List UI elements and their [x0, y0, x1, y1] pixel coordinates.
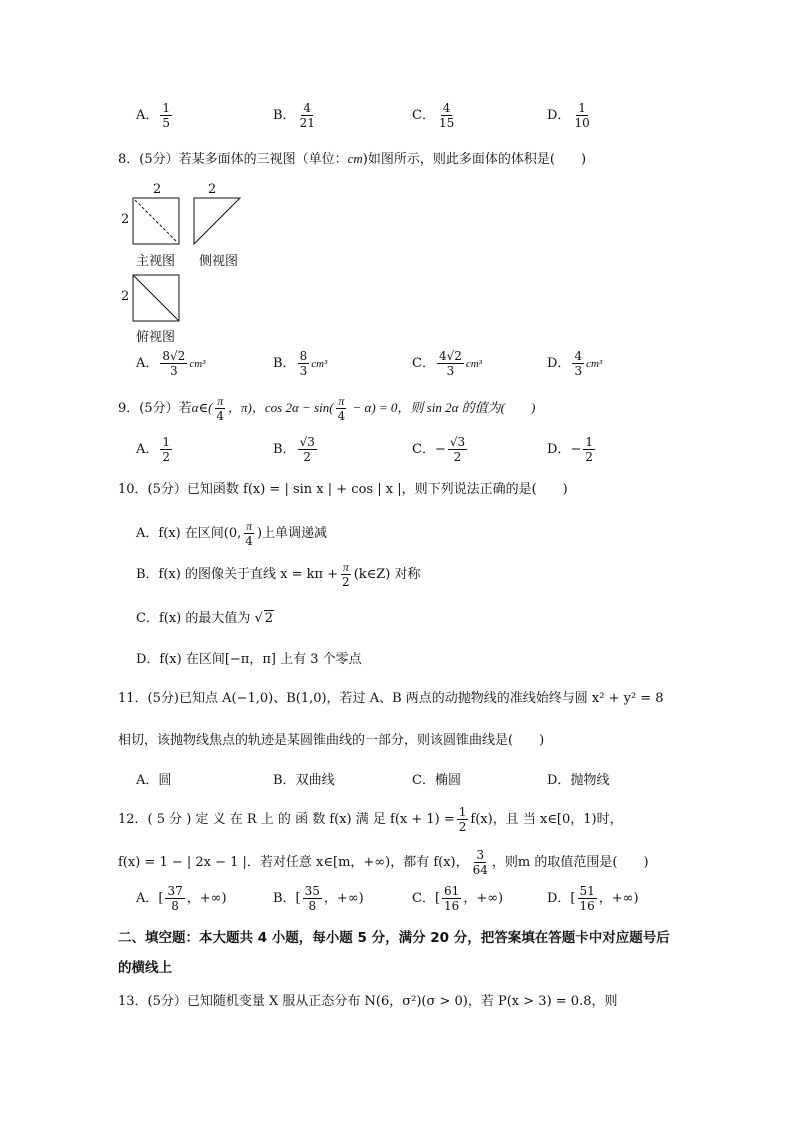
option-label: B．: [273, 442, 296, 457]
numerator: 4: [574, 349, 583, 363]
denominator: 3: [170, 364, 178, 378]
sign: −: [570, 442, 582, 457]
option-text: ，+∞): [186, 891, 227, 906]
section-heading-line1: 二、填空题：本大题共 4 小题，每小题 5 分，满分 20 分，把答案填在答题卡中对应题号后: [118, 930, 670, 946]
option-text: 椭圆: [434, 773, 461, 788]
fraction: [572, 350, 584, 377]
fraction: [160, 350, 187, 377]
option-label: D．: [547, 356, 571, 371]
option-text: B．f(x) 的图像关于直线 x = kπ +: [136, 567, 339, 582]
option-text: (k∈Z) 对称: [353, 567, 421, 582]
option-label: C．[: [412, 891, 441, 906]
fraction: [437, 102, 456, 129]
q9-option-d: [547, 436, 597, 463]
q7-option-a: [136, 102, 174, 129]
numerator: 1: [162, 435, 171, 449]
math-text: ，π)，cos 2α − sin(: [228, 400, 334, 415]
option-label: C．: [412, 356, 435, 371]
numerator: 8√2: [162, 349, 186, 363]
option-label: A．: [136, 108, 159, 123]
option-text: ，+∞): [323, 891, 364, 906]
numerator: 1: [578, 101, 586, 115]
top-view-height-label: 2: [121, 289, 130, 304]
q9-stem: [118, 395, 535, 422]
q12-option-b: [273, 885, 364, 912]
numerator: 8: [299, 349, 308, 363]
option-text: 抛物线: [570, 773, 610, 788]
option-label: D．[: [547, 891, 576, 906]
side-view-width-label: 2: [208, 182, 217, 197]
numerator: π: [342, 560, 349, 574]
numerator: 4: [303, 101, 312, 115]
q11-option-c: [412, 769, 461, 788]
fraction: [340, 561, 352, 588]
q10-stem: 10．(5分）已知函数 f(x) = | sin x | + cos | x |，则下列说法正确的是( ): [118, 482, 568, 497]
top-view-diagram: [132, 274, 182, 324]
stem-text: 12．( 5 分 ) 定 义 在 R 上 的 函 数 f(x) 满 足 f(x + 1) =: [118, 812, 455, 827]
option-label: B．: [273, 356, 296, 371]
q11-option-a: [136, 769, 171, 788]
option-label: D．: [547, 108, 571, 123]
numerator: π: [246, 519, 253, 533]
q8-option-b: [273, 350, 327, 377]
denominator: 2: [585, 450, 593, 464]
denominator: 2: [342, 575, 350, 589]
option-text: ，+∞): [463, 891, 504, 906]
denominator: 8: [308, 899, 317, 913]
fraction: [437, 350, 464, 377]
unit-text: cm³: [311, 358, 328, 370]
unit-text: cm³: [586, 358, 603, 370]
stem-text: f(x)，且 当 x∈[0，1)时，: [470, 812, 623, 827]
option-label: B．[: [273, 891, 301, 906]
option-text: A．f(x) 在区间(0,: [136, 526, 242, 541]
q8-option-d: [547, 350, 602, 377]
denominator: 2: [303, 450, 312, 464]
denominator: 21: [299, 116, 315, 130]
fraction: [583, 436, 595, 463]
fraction: [336, 395, 348, 422]
front-view-caption: 主视图: [136, 254, 176, 269]
denominator: 16: [579, 899, 595, 913]
q12-option-c: [412, 885, 503, 912]
option-label: C．: [412, 108, 435, 123]
fraction: [572, 102, 591, 129]
fraction: [578, 885, 597, 912]
fraction: [471, 849, 490, 876]
q13-stem: 13．(5分）已知随机变量 X 服从正态分布 N(6，σ²)(σ > 0)，若 P(x > 3) = 0.8，则: [118, 994, 618, 1009]
sqrt-value: 2: [264, 611, 274, 626]
option-text: )上单调递减: [256, 526, 328, 541]
fraction: [303, 885, 322, 912]
fraction: [448, 436, 467, 463]
math-text: α∈(: [191, 400, 213, 415]
fraction: [298, 350, 310, 377]
option-label: A．: [136, 773, 159, 788]
option-text: 双曲线: [295, 773, 335, 788]
numerator: π: [217, 394, 224, 408]
q11-option-b: [273, 769, 335, 788]
numerator: 1: [458, 805, 467, 819]
stem-text: 9．(5分）若: [118, 401, 192, 416]
numerator: 3: [476, 848, 485, 862]
q10-option-c: C．f(x) 的最大值为 √ 2: [136, 611, 274, 626]
numerator: 51: [579, 884, 595, 898]
denominator: 10: [574, 116, 590, 130]
denominator: 2: [458, 820, 467, 834]
denominator: 2: [453, 450, 462, 464]
q11-stem-line1: 11．(5分)已知点 A(−1,0)、B(1,0)，若过 A、B 两点的动抛物线的准线始终与圆 x² + y² = 8: [118, 691, 664, 706]
numerator: √3: [449, 435, 466, 449]
q10-option-b: [136, 561, 421, 588]
option-label: B．: [273, 108, 296, 123]
front-view-diagram: [132, 197, 182, 247]
option-label: D．: [547, 442, 571, 457]
q8-option-c: [412, 350, 482, 377]
front-view-height-label: 2: [121, 212, 130, 227]
option-text: ，+∞): [598, 891, 639, 906]
q7-option-d: [547, 102, 594, 129]
q8-option-a: [136, 350, 205, 377]
option-label: A．[: [136, 891, 164, 906]
side-view-caption: 侧视图: [199, 254, 239, 269]
numerator: 37: [167, 884, 183, 898]
denominator: 16: [444, 899, 460, 913]
section-heading-line2: 的横线上: [118, 960, 172, 976]
q9-option-a: [136, 436, 174, 463]
numerator: 1: [585, 435, 593, 449]
q12-option-a: [136, 885, 227, 912]
numerator: 4: [442, 101, 451, 115]
stem-text: 8．(5分）若某多面体的三视图（单位：: [118, 152, 348, 167]
fraction: [165, 885, 184, 912]
fraction: [298, 102, 317, 129]
unit-text: cm: [347, 151, 363, 166]
denominator: 64: [472, 863, 488, 877]
denominator: 2: [162, 450, 171, 464]
q11-option-d: [547, 769, 609, 788]
denominator: 3: [299, 364, 308, 378]
denominator: 15: [438, 116, 455, 130]
option-label: A．: [136, 356, 159, 371]
numerator: √3: [299, 435, 315, 449]
fraction: [243, 520, 255, 547]
denominator: 4: [337, 409, 346, 423]
q11-stem-line2: 相切，该抛物线焦点的轨迹是某圆锥曲线的一部分，则该圆锥曲线是( ): [118, 733, 545, 748]
option-label: C．: [412, 773, 435, 788]
stem-text: f(x) = 1 − | 2x − 1 |．若对任意 x∈[m，+∞)，都有 f(x)，: [118, 855, 469, 870]
unit-text: cm³: [465, 358, 482, 370]
q7-option-c: [412, 102, 458, 129]
front-view-width-label: 2: [153, 182, 162, 197]
stem-text: )如图所示，则此多面体的体积是( ): [362, 152, 587, 167]
denominator: 4: [216, 409, 225, 423]
q10-option-a: [136, 520, 327, 547]
numerator: π: [338, 394, 345, 408]
denominator: 4: [245, 534, 253, 548]
q12-stem-line2: [118, 849, 649, 876]
fraction: [160, 102, 172, 129]
fraction: [214, 395, 226, 422]
option-text: C．f(x) 的最大值为: [136, 611, 255, 626]
sign: −: [434, 442, 446, 457]
denominator: 3: [446, 364, 455, 378]
q12-stem-line1: [118, 806, 623, 833]
stem-text: ，则m 的取值范围是( ): [491, 855, 649, 870]
option-label: D．: [547, 773, 571, 788]
q7-option-b: [273, 102, 319, 129]
math-text: − α) = 0，则 sin 2α 的值为( ): [349, 400, 536, 415]
unit-text: cm³: [189, 358, 206, 370]
fraction: [442, 885, 461, 912]
option-label: A．: [136, 442, 159, 457]
top-view-caption: 俯视图: [136, 330, 176, 345]
q8-stem: [118, 150, 586, 169]
numerator: 61: [444, 884, 460, 898]
side-view-diagram: [193, 197, 243, 247]
option-text: 圆: [158, 773, 172, 788]
q10-option-d: D．f(x) 在区间[−π，π] 上有 3 个零点: [136, 652, 362, 667]
q9-option-b: [273, 436, 319, 463]
q12-option-d: [547, 885, 639, 912]
fraction: [457, 806, 469, 833]
numerator: 4√2: [438, 349, 462, 363]
option-label: C．: [412, 442, 435, 457]
q9-option-c: [412, 436, 469, 463]
denominator: 8: [171, 899, 179, 913]
denominator: 3: [574, 364, 583, 378]
numerator: 1: [162, 101, 171, 115]
option-label: B．: [273, 773, 296, 788]
denominator: 5: [162, 116, 171, 130]
fraction: [160, 436, 172, 463]
numerator: 35: [304, 884, 320, 898]
fraction: [298, 436, 317, 463]
